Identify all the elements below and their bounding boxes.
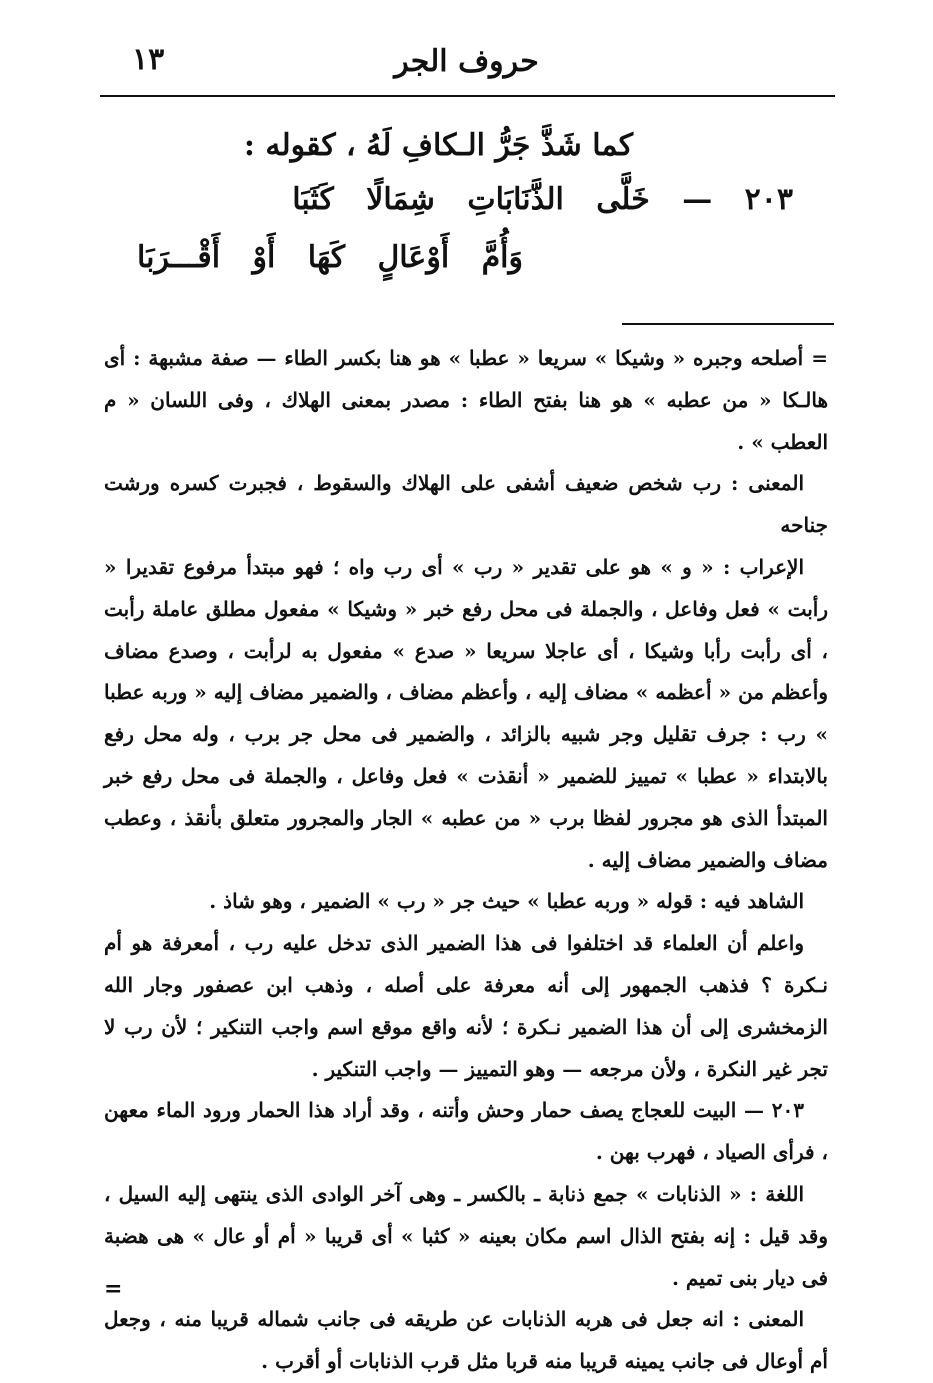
footnote-commentary <box>104 338 828 1383</box>
header-rule <box>100 95 835 97</box>
paragraph-text: أصلحه وجبره « وشيكا » سريعا « عطبا » هو هنا بكسر الطاء — صفة مشبهة : أى هالـكا « من عطبه » هو هنا بفتح الطاء : مصدر بمعنى الهلاك ، وفى اللسان « م العطب » . <box>104 346 828 454</box>
footnote-paragraph: المعنى : رب شخص ضعيف أشفى على الهلاك والسقوط ، فجبرت كسره ورشت جناحه <box>104 471 828 538</box>
footnote-paragraph <box>104 338 828 463</box>
footnote-paragraph: المعنى : انه جعل فى هربه الذنابات عن طريقه فى جانب شماله قريبا منه ، وجعل أم أوعال فى جانب يمينه قريبا منه قربا مثل قرب الذنابات أو أقرب . <box>104 1307 828 1374</box>
verse-first-hemistich: ٢٠٣ — خَلَّى الذَّنَابَاتِ شِمَالًا كَثَبَا <box>292 182 793 217</box>
verse-second-hemistich: وَأُمَّ أَوْعَالٍ كَهَا أَوْ أَقْـــرَبَا <box>137 240 523 275</box>
footnote-paragraph: اللغة : « الذنابات » جمع ذنابة ـ بالكسر ـ وهى آخر الوادى الذى ينتهى إليه السيل ، وقد قيل : إنه بفتح الذال اسم مكان بعينه « كثبا » أى قريبا « أم أو عال » هى هضبة فى ديار بنى تميم . <box>104 1181 828 1290</box>
running-header-title: حروف الجر <box>394 44 539 79</box>
footnote-paragraph: الشاهد فيه : قوله « وربه عطبا » حيث جر « رب » الضمير ، وهو شاذ . <box>209 889 804 914</box>
continuation-marker: = <box>811 346 828 370</box>
footnote-paragraph: الإعراب : « و » هو على تقدير « رب » أى رب واه ؛ فهو مبتدأ مرفوع تقديرا « رأبت » فعل وفاعل ، والجملة فى محل رفع خبر « وشيكا » مفعول مطلق عاملة رأبت ، أى رأبت رأبا وشيكا ، أى عاجلا سريعا « صدع » مفعول به لرأبت ، وصدع مضاف وأعظم من « أعظمه » مضاف إليه ، وأعظم مضاف ، والضمير مضاف إليه « وربه عطبا » رب : جرف تقليل وجر شبيه بالزائد ، والضمير فى محل جر برب ، وله محل رفع بالابتداء « عطبا » تمييز للضمير « أنقذت » فعل وفاعل ، والجملة فى محل رفع خبر المبتدأ الذى هو مجرور لفظا برب « من عطبه » الجار والمجرور متعلق بأنقذ ، وعطب مضاف والضمير مضاف إليه . <box>104 554 828 872</box>
page-number: ١٣ <box>132 42 165 77</box>
footnote-paragraph: ٢٠٣ — البيت للعجاج يصف حمار وحش وأتنه ، وقد أراد هذا الحمار ورود الماء معهن ، فرأى الصياد ، فهرب بهن . <box>104 1098 828 1165</box>
end-continuation-marker: = <box>104 1276 123 1302</box>
footnote-rule <box>622 323 834 325</box>
intro-line: كما شَذَّ جَرُّ الـكافِ لَهُ ، كقوله : <box>243 128 633 163</box>
footnote-paragraph: واعلم أن العلماء قد اختلفوا فى هذا الضمير الذى تدخل عليه رب ، أمعرفة هو أم نـكرة ؟ فذهب الجمهور إلى أنه معرفة على أصله ، وذهب ابن عصفور وجار الله الزمخشرى إلى أن هذا الضمير نـكرة ؛ لأنه واقع موقع اسم واجب التنكير ؛ لأن رب لا تجر غير النكرة ، ولأن مرجعه — وهو التمييز — واجب التنكير . <box>104 931 828 1081</box>
